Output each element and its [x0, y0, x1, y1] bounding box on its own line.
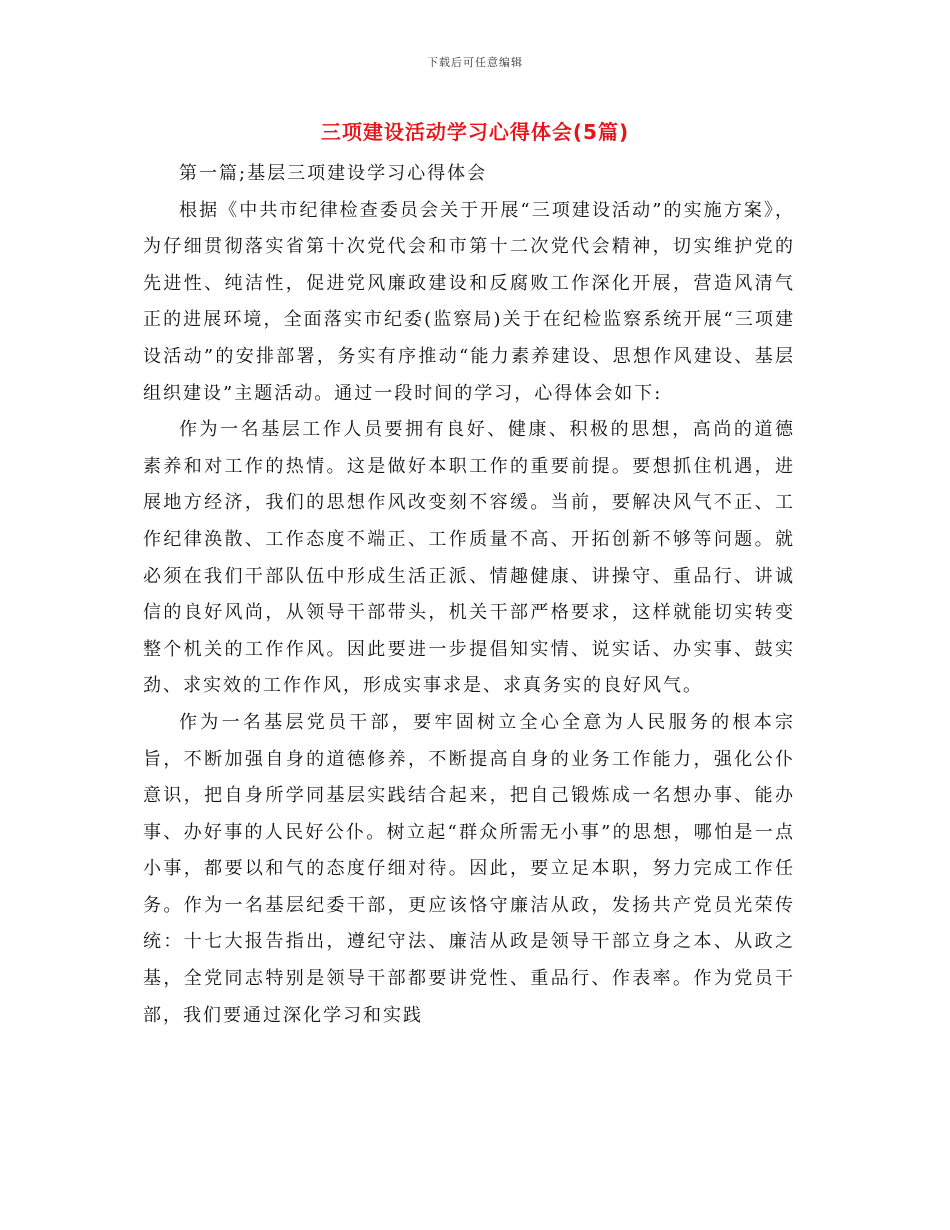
section-heading: 第一篇;基层三项建设学习心得体会 [179, 163, 488, 184]
paragraph: 作为一名基层党员干部，要牢固树立全心全意为人民服务的根本宗旨，不断加强自身的道德修养，不断提高自身的业务工作能力，强化公仆意识，把自身所学同基层实践结合起来，把自己锻炼成一名想办事、能办事、办好事的人民好公仆。树立起“群众所需无小事”的思想，哪怕是一点小事，都要以和气的态度仔细对待。因此，要立足本职，努力完成工作任务。作为一名基层纪委干部，更应该恪守廉洁从政，发扬共产党员光荣传统：十七大报告指出，遵纪守法、廉洁从政是领导干部立身之本、从政之基，全党同志特别是领导干部都要讲党性、重品行、作表率。作为党员干部，我们要通过深化学习和实践 [143, 711, 795, 1026]
paragraph: 根据《中共市纪律检查委员会关于开展“三项建设活动”的实施方案》，为仔细贯彻落实省第十次党代会和市第十二次党代会精神，切实维护党的先进性、纯洁性，促进党风廉政建设和反腐败工作深化开展，营造风清气正的进展环境，全面落实市纪委(监察局)关于在纪检监察系统开展“三项建设活动”的安排部署，务实有序推动“能力素养建设、思想作风建设、基层组织建设”主题活动。通过一段时间的学习，心得体会如下: [143, 199, 795, 404]
document-title: 三项建设活动学习心得体会(5篇) [320, 120, 630, 144]
page-header: 下载后可任意编辑 [427, 56, 523, 69]
paragraph: 作为一名基层工作人员要拥有良好、健康、积极的思想，高尚的道德素养和对工作的热情。这是做好本职工作的重要前提。要想抓住机遇，进展地方经济，我们的思想作风改变刻不容缓。当前，要解决风气不正、工作纪律涣散、工作态度不端正、工作质量不高、开拓创新不够等问题。就必须在我们干部队伍中形成生活正派、情趣健康、讲操守、重品行、讲诚信的良好风尚，从领导干部带头，机关干部严格要求，这样就能切实转变整个机关的工作作风。因此要进一步提倡知实情、说实话、办实事、鼓实劲、求实效的工作作风，形成实事求是、求真务实的良好风气。 [143, 419, 795, 697]
document-body [143, 156, 795, 1034]
